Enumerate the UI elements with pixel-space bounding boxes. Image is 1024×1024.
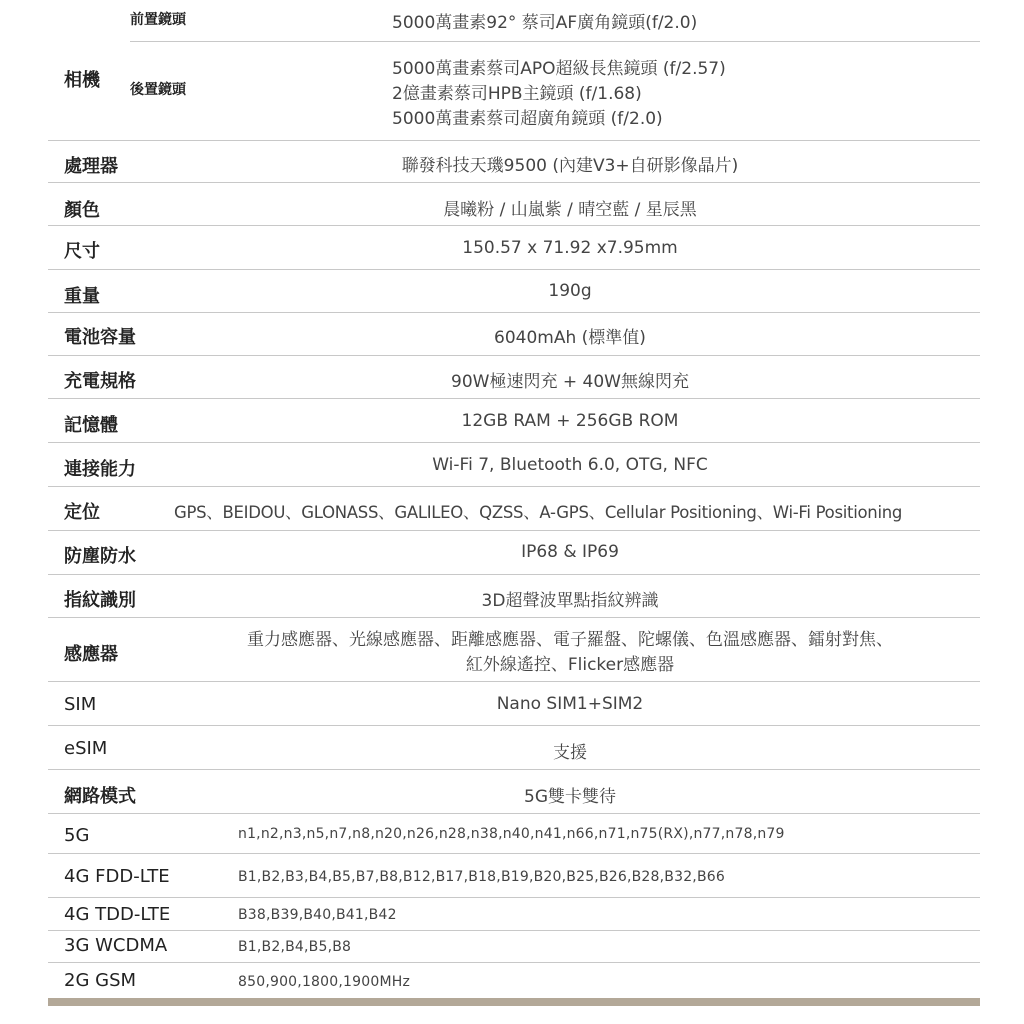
spec-label-positioning: 定位 [64,502,100,523]
row-divider [48,962,980,963]
spec-value-connectivity: Wi-Fi 7, Bluetooth 6.0, OTG, NFC [432,455,708,475]
row-divider [48,225,980,226]
camera-subdivider [130,41,980,42]
band-value-5g: n1,n2,n3,n5,n7,n8,n20,n26,n28,n38,n40,n41,n66,n71,n75(RX),n77,n78,n79 [238,826,785,842]
rear-camera-label: 後置鏡頭 [130,82,186,98]
row-divider [48,269,980,270]
row-divider [48,930,980,931]
spec-value-sensors-line2: 紅外線遙控、Flicker感應器 [465,655,675,675]
row-divider [48,486,980,487]
row-divider [48,813,980,814]
spec-value-charging: 90W極速閃充 + 40W無線閃充 [451,372,689,392]
spec-label-charging: 充電規格 [64,371,136,392]
spec-label-esim: eSIM [64,738,108,759]
row-divider [48,769,980,770]
spec-value-waterproof: IP68 & IP69 [521,542,619,562]
spec-label-battery: 電池容量 [64,327,136,348]
band-label-4g-fdd: 4G FDD-LTE [64,866,170,887]
spec-label-size: 尺寸 [64,241,100,262]
row-divider [48,355,980,356]
spec-label-weight: 重量 [64,286,100,307]
row-divider [48,182,980,183]
band-value-4g-fdd: B1,B2,B3,B4,B5,B7,B8,B12,B17,B18,B19,B20,B25,B26,B28,B32,B66 [238,869,725,885]
camera-label: 相機 [64,70,100,91]
spec-label-color: 顏色 [64,200,100,221]
row-divider [48,897,980,898]
spec-value-processor: 聯發科技天璣9500 (內建V3+自研影像晶片) [401,156,739,176]
row-divider [48,853,980,854]
spec-value-positioning: GPS、BEIDOU、GLONASS、GALILEO、QZSS、A-GPS、Cellular Positioning、Wi-Fi Positioning [174,503,903,522]
band-value-2g: 850,900,1800,1900MHz [238,974,411,990]
spec-label-memory: 記憶體 [64,415,118,436]
front-camera-value: 5000萬畫素92° 蔡司AF廣角鏡頭(f/2.0) [392,13,698,33]
spec-label-sim: SIM [64,694,97,715]
spec-value-sim: Nano SIM1+SIM2 [496,694,644,714]
spec-value-fingerprint: 3D超聲波單點指紋辨識 [481,591,659,611]
row-divider [48,398,980,399]
row-divider [48,617,980,618]
front-camera-label: 前置鏡頭 [130,12,186,28]
band-value-4g-tdd: B38,B39,B40,B41,B42 [238,907,397,923]
band-label-4g-tdd: 4G TDD-LTE [64,904,171,925]
rear-camera-value-1: 5000萬畫素蔡司APO超級長焦鏡頭 (f/2.57) [392,59,726,79]
footer-bar [48,998,980,1006]
rear-camera-value-3: 5000萬畫素蔡司超廣角鏡頭 (f/2.0) [392,109,663,129]
spec-value-size: 150.57 x 71.92 x7.95mm [462,238,678,258]
rear-camera-value-2: 2億畫素蔡司HPB主鏡頭 (f/1.68) [392,84,642,104]
row-divider [48,140,980,141]
spec-value-battery: 6040mAh (標準值) [494,328,646,348]
spec-value-color: 晨曦粉 / 山嵐紫 / 晴空藍 / 星辰黑 [443,200,697,220]
row-divider [48,442,980,443]
spec-label-network-mode: 網路模式 [64,786,136,807]
spec-label-connectivity: 連接能力 [64,459,136,480]
band-label-2g: 2G GSM [64,970,137,991]
row-divider [48,574,980,575]
band-label-3g: 3G WCDMA [64,935,168,956]
spec-value-esim: 支援 [553,743,587,763]
row-divider [48,725,980,726]
row-divider [48,312,980,313]
spec-label-fingerprint: 指紋識別 [64,590,136,611]
row-divider [48,681,980,682]
spec-label-sensors: 感應器 [64,644,118,665]
band-label-5g: 5G [64,825,90,846]
spec-label-processor: 處理器 [64,156,118,177]
spec-value-network-mode: 5G雙卡雙待 [524,787,616,807]
spec-label-waterproof: 防塵防水 [64,546,136,567]
band-value-3g: B1,B2,B4,B5,B8 [238,939,352,955]
spec-value-memory: 12GB RAM + 256GB ROM [461,411,679,431]
spec-value-weight: 190g [548,281,592,301]
row-divider [48,530,980,531]
spec-value-sensors-line1: 重力感應器、光線感應器、距離感應器、電子羅盤、陀螺儀、色溫感應器、鐳射對焦、 [247,630,893,650]
